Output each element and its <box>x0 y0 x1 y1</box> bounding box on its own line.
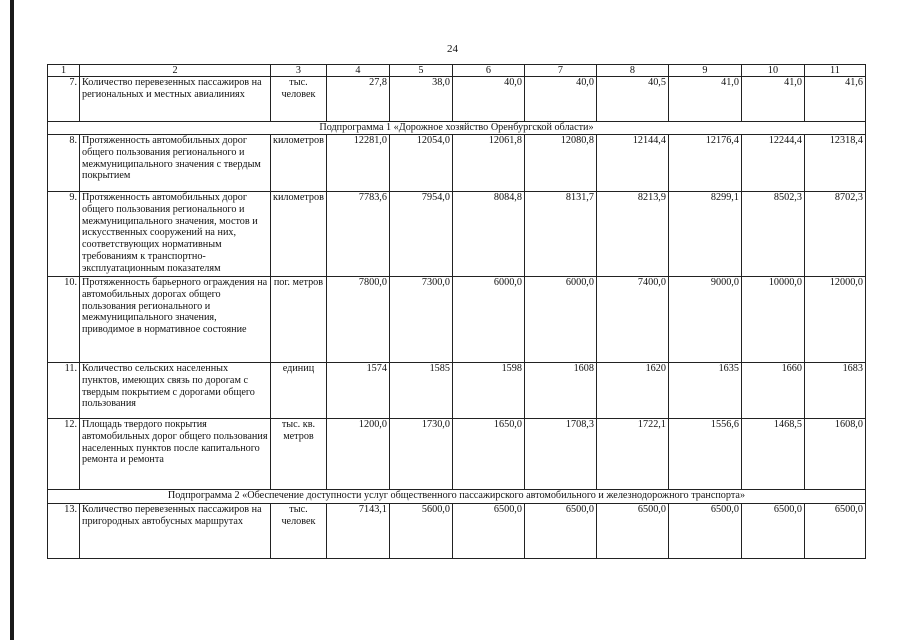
indicator-name: Количество перевезенных пассажиров на региональных и местных авиалиниях <box>80 77 271 122</box>
indicator-value: 12000,0 <box>804 277 865 363</box>
indicator-value: 8084,8 <box>452 192 524 277</box>
indicator-name: Протяженность барьерного ограждения на автомобильных дорогах общего пользования регионального и межмуниципального значения, приводимое в нормативное состояние <box>80 277 271 363</box>
indicator-value: 7400,0 <box>596 277 668 363</box>
subprogram-heading-row <box>48 122 866 135</box>
indicator-value: 7143,1 <box>326 504 389 559</box>
indicator-value: 27,8 <box>326 77 389 122</box>
indicator-value: 6500,0 <box>804 504 865 559</box>
indicator-value: 1730,0 <box>389 419 452 490</box>
indicator-value: 41,0 <box>668 77 741 122</box>
unit-of-measure: тыс. человек <box>271 77 327 122</box>
indicator-row <box>48 504 866 559</box>
unit-of-measure: тыс. человек <box>271 504 327 559</box>
table-body <box>48 65 866 559</box>
indicator-value: 1574 <box>326 363 389 419</box>
indicator-value: 7300,0 <box>389 277 452 363</box>
indicators-table <box>47 64 866 559</box>
row-number: 13. <box>48 504 80 559</box>
indicator-name: Протяженность автомобильных дорог общего пользования регионального и межмуниципального значения, мостов и искусственных сооружений на них, соответствующих нормативным требованиям к транспортно-эксплуатационным показателям <box>80 192 271 277</box>
indicator-value: 6500,0 <box>452 504 524 559</box>
binding-edge <box>10 0 14 640</box>
indicator-value: 6500,0 <box>668 504 741 559</box>
indicator-value: 6500,0 <box>741 504 804 559</box>
unit-of-measure: единиц <box>271 363 327 419</box>
indicator-value: 1650,0 <box>452 419 524 490</box>
row-number: 12. <box>48 419 80 490</box>
indicator-value: 1468,5 <box>741 419 804 490</box>
column-number: 9 <box>668 65 741 77</box>
indicator-value: 41,0 <box>741 77 804 122</box>
column-number: 3 <box>271 65 327 77</box>
column-number: 11 <box>804 65 865 77</box>
indicator-value: 12054,0 <box>389 135 452 192</box>
indicator-value: 7800,0 <box>326 277 389 363</box>
column-number: 10 <box>741 65 804 77</box>
unit-of-measure: километров <box>271 135 327 192</box>
indicator-value: 1683 <box>804 363 865 419</box>
indicator-value: 12318,4 <box>804 135 865 192</box>
indicator-value: 12244,4 <box>741 135 804 192</box>
indicator-value: 8299,1 <box>668 192 741 277</box>
indicator-value: 1200,0 <box>326 419 389 490</box>
column-number: 5 <box>389 65 452 77</box>
indicator-value: 8131,7 <box>524 192 596 277</box>
indicator-value: 6000,0 <box>524 277 596 363</box>
indicator-value: 1598 <box>452 363 524 419</box>
indicator-value: 1620 <box>596 363 668 419</box>
column-number: 6 <box>452 65 524 77</box>
indicator-value: 12080,8 <box>524 135 596 192</box>
indicator-row <box>48 419 866 490</box>
indicator-value: 12281,0 <box>326 135 389 192</box>
column-number: 1 <box>48 65 80 77</box>
indicator-value: 41,6 <box>804 77 865 122</box>
indicator-row <box>48 77 866 122</box>
indicator-name: Количество сельских населенных пунктов, имеющих связь по дорогам с твердым покрытием с дорогами общего пользования <box>80 363 271 419</box>
indicator-value: 10000,0 <box>741 277 804 363</box>
row-number: 8. <box>48 135 80 192</box>
indicator-name: Площадь твердого покрытия автомобильных дорог общего пользования населенных пунктов после капитального ремонта и ремонта <box>80 419 271 490</box>
indicator-value: 1608,0 <box>804 419 865 490</box>
indicator-value: 9000,0 <box>668 277 741 363</box>
indicator-row <box>48 192 866 277</box>
indicator-name: Количество перевезенных пассажиров на пригородных автобусных маршрутах <box>80 504 271 559</box>
indicator-value: 1660 <box>741 363 804 419</box>
column-number-row <box>48 65 866 77</box>
subprogram-title: Подпрограмма 1 «Дорожное хозяйство Оренбургской области» <box>48 122 866 135</box>
indicator-value: 6000,0 <box>452 277 524 363</box>
indicator-value: 1708,3 <box>524 419 596 490</box>
indicator-value: 38,0 <box>389 77 452 122</box>
indicator-value: 8502,3 <box>741 192 804 277</box>
indicator-value: 40,5 <box>596 77 668 122</box>
indicator-value: 1585 <box>389 363 452 419</box>
indicator-value: 40,0 <box>452 77 524 122</box>
indicator-value: 5600,0 <box>389 504 452 559</box>
row-number: 9. <box>48 192 80 277</box>
indicator-value: 7783,6 <box>326 192 389 277</box>
indicator-value: 6500,0 <box>524 504 596 559</box>
indicator-value: 12061,8 <box>452 135 524 192</box>
page-number: 24 <box>447 43 458 55</box>
indicator-value: 1608 <box>524 363 596 419</box>
indicator-value: 8213,9 <box>596 192 668 277</box>
indicator-value: 40,0 <box>524 77 596 122</box>
column-number: 2 <box>80 65 271 77</box>
indicator-value: 1556,6 <box>668 419 741 490</box>
indicator-value: 6500,0 <box>596 504 668 559</box>
indicator-row <box>48 277 866 363</box>
indicator-value: 12176,4 <box>668 135 741 192</box>
subprogram-title: Подпрограмма 2 «Обеспечение доступности услуг общественного пассажирского автомобильного и железнодорожного транспорта» <box>48 490 866 504</box>
indicator-value: 1635 <box>668 363 741 419</box>
unit-of-measure: километров <box>271 192 327 277</box>
indicator-value: 12144,4 <box>596 135 668 192</box>
column-number: 8 <box>596 65 668 77</box>
indicator-row <box>48 363 866 419</box>
subprogram-heading-row <box>48 490 866 504</box>
row-number: 7. <box>48 77 80 122</box>
unit-of-measure: пог. метров <box>271 277 327 363</box>
column-number: 7 <box>524 65 596 77</box>
indicator-name: Протяженность автомобильных дорог общего пользования регионального и межмуниципального значения с твердым покрытием <box>80 135 271 192</box>
indicator-row <box>48 135 866 192</box>
unit-of-measure: тыс. кв. метров <box>271 419 327 490</box>
indicator-value: 7954,0 <box>389 192 452 277</box>
row-number: 11. <box>48 363 80 419</box>
row-number: 10. <box>48 277 80 363</box>
indicator-value: 1722,1 <box>596 419 668 490</box>
column-number: 4 <box>326 65 389 77</box>
indicator-value: 8702,3 <box>804 192 865 277</box>
